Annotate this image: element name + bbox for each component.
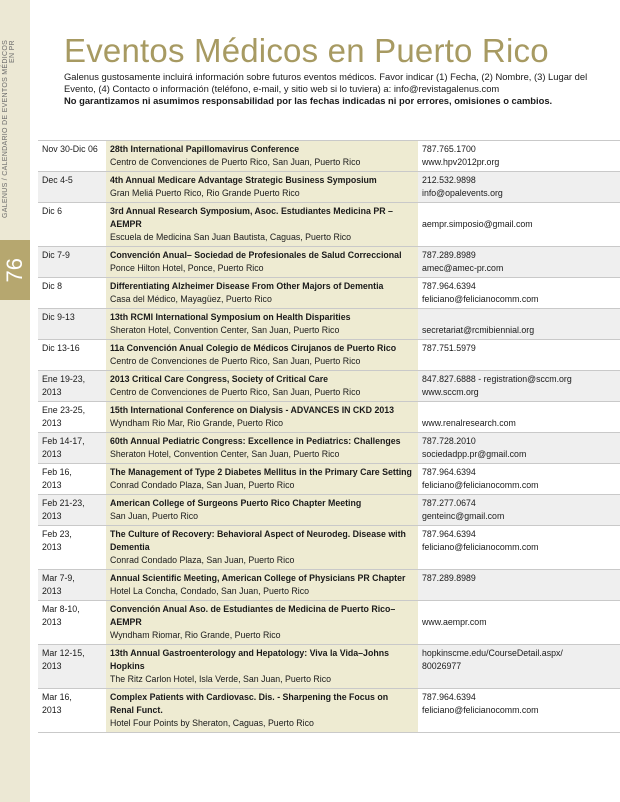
event-contact-line2: amec@amec-pr.com	[422, 263, 504, 273]
event-contact-line2: www.hpv2012pr.org	[422, 157, 500, 167]
event-contact	[418, 141, 620, 171]
event-title: 3rd Annual Research Symposium, Asoc. Estudiantes Medicina PR –AEMPR	[110, 206, 393, 229]
event-contact-line1: 787.289.8989	[422, 573, 476, 583]
event-contact-line2: sociedadpp.pr@gmail.com	[422, 449, 527, 459]
event-title: Complex Patients with Cardiovasc. Dis. - Sharpening the Focus on Renal Funct.	[110, 692, 389, 715]
event-date-line1: Nov 30-Dic 06	[42, 144, 98, 154]
event-venue: Hotel Four Points by Sheraton, Caguas, Puerto Rico	[110, 718, 314, 728]
event-contact-line2: aempr.simposio@gmail.com	[422, 219, 533, 229]
event-title: 4th Annual Medicare Advantage Strategic Business Symposium	[110, 175, 377, 185]
event-row	[38, 308, 620, 339]
event-details	[106, 278, 418, 308]
event-contact-line1: 787.751.5979	[422, 343, 476, 353]
event-details	[106, 203, 418, 246]
event-date	[38, 340, 106, 370]
event-title: 13th RCMI International Symposium on Health Disparities	[110, 312, 351, 322]
event-date	[38, 433, 106, 463]
event-contact	[418, 172, 620, 202]
event-date-line2	[42, 156, 102, 169]
event-contact-line1: 787.964.6394	[422, 529, 476, 539]
event-row	[38, 525, 620, 569]
event-contact	[418, 309, 620, 339]
event-details	[106, 526, 418, 569]
event-date	[38, 371, 106, 401]
event-date-line2: 2013	[42, 387, 62, 397]
event-date-line1: Dic 6	[42, 206, 63, 216]
event-date	[38, 526, 106, 569]
event-contact-line1: 787.765.1700	[422, 144, 476, 154]
side-strip	[0, 0, 30, 802]
event-row	[38, 370, 620, 401]
event-details	[106, 172, 418, 202]
event-contact-line1: 787.277.0674	[422, 498, 476, 508]
event-venue: Casa del Médico, Mayagüez, Puerto Rico	[110, 294, 272, 304]
event-title: Annual Scientific Meeting, American College of Physicians PR Chapter	[110, 573, 406, 583]
event-venue: Sheraton Hotel, Convention Center, San Juan, Puerto Rico	[110, 449, 340, 459]
event-title: Convención Anual Aso. de Estudiantes de Medicina de Puerto Rico–AEMPR	[110, 604, 396, 627]
event-venue: San Juan, Puerto Rico	[110, 511, 199, 521]
event-contact-line1	[422, 311, 616, 324]
event-row	[38, 432, 620, 463]
event-contact-line2: feliciano@felicianocomm.com	[422, 480, 539, 490]
event-details	[106, 433, 418, 463]
event-date-line2	[42, 293, 102, 306]
event-row	[38, 688, 620, 733]
event-details	[106, 141, 418, 171]
event-title: 11a Convención Anual Colegio de Médicos Cirujanos de Puerto Rico	[110, 343, 397, 353]
event-venue: The Ritz Carlon Hotel, Isla Verde, San Juan, Puerto Rico	[110, 674, 332, 684]
event-contact-line2: www.renalresearch.com	[422, 418, 516, 428]
event-contact	[418, 371, 620, 401]
event-title: The Culture of Recovery: Behavioral Aspect of Neurodeg. Disease with Dementia	[110, 529, 406, 552]
event-contact-line2	[422, 585, 616, 598]
event-venue: Sheraton Hotel, Convention Center, San Juan, Puerto Rico	[110, 325, 340, 335]
event-contact	[418, 402, 620, 432]
event-venue: Wyndham Riomar, Rio Grande, Puerto Rico	[110, 630, 281, 640]
event-date-line1: Mar 7-9,	[42, 573, 75, 583]
event-date	[38, 689, 106, 732]
event-row	[38, 644, 620, 688]
page-number: 76	[2, 257, 27, 283]
event-contact-line1	[422, 603, 616, 616]
event-contact	[418, 278, 620, 308]
event-date-line1: Ene 23-25,	[42, 405, 86, 415]
event-date-line2	[42, 262, 102, 275]
event-row	[38, 202, 620, 246]
event-venue: Centro de Convenciones de Puerto Rico, San Juan, Puerto Rico	[110, 387, 361, 397]
event-date-line1: Feb 14-17,	[42, 436, 85, 446]
event-date-line2	[42, 187, 102, 200]
event-date-line2: 2013	[42, 418, 62, 428]
event-title: 15th International Conference on Dialysis - ADVANCES IN CKD 2013	[110, 405, 395, 415]
event-contact-line2: www.aempr.com	[422, 617, 487, 627]
event-contact	[418, 526, 620, 569]
event-contact	[418, 433, 620, 463]
event-date-line1: Ene 19-23,	[42, 374, 86, 384]
event-row	[38, 494, 620, 525]
running-header: GALENUS / CALENDARIO DE EVENTOS MÉDICOS EN PR	[2, 40, 16, 219]
event-date-line2	[42, 355, 102, 368]
event-row	[38, 463, 620, 494]
event-contact-line1: hopkinscme.edu/CourseDetail.aspx/	[422, 648, 563, 658]
event-contact	[418, 247, 620, 277]
event-date-line1: Feb 16,	[42, 467, 72, 477]
event-contact-line1	[422, 404, 616, 417]
event-venue: Conrad Condado Plaza, San Juan, Puerto Rico	[110, 555, 295, 565]
event-date	[38, 645, 106, 688]
event-contact	[418, 203, 620, 246]
event-date	[38, 570, 106, 600]
event-date-line1: Dic 13-16	[42, 343, 80, 353]
event-date-line2	[42, 324, 102, 337]
event-details	[106, 464, 418, 494]
event-venue: Centro de Convenciones de Puerto Rico, San Juan, Puerto Rico	[110, 157, 361, 167]
event-row	[38, 401, 620, 432]
event-title: Convención Anual– Sociedad de Profesionales de Salud Correccional	[110, 250, 402, 260]
event-venue: Escuela de Medicina San Juan Bautista, Caguas, Puerto Rico	[110, 232, 352, 242]
event-date-line2: 2013	[42, 449, 62, 459]
event-details	[106, 309, 418, 339]
event-date-line2: 2013	[42, 511, 62, 521]
event-contact-line2: www.sccm.org	[422, 387, 479, 397]
event-date-line2: 2013	[42, 586, 62, 596]
event-contact-line2: feliciano@felicianocomm.com	[422, 294, 539, 304]
event-contact-line1: 787.289.8989	[422, 250, 476, 260]
event-row	[38, 140, 620, 171]
event-date-line1: Mar 12-15,	[42, 648, 85, 658]
event-details	[106, 247, 418, 277]
event-date-line2: 2013	[42, 705, 62, 715]
event-contact	[418, 495, 620, 525]
event-venue: Ponce Hilton Hotel, Ponce, Puerto Rico	[110, 263, 264, 273]
event-date-line1: Dic 7-9	[42, 250, 70, 260]
event-row	[38, 600, 620, 644]
event-date	[38, 464, 106, 494]
event-date-line2: 2013	[42, 661, 62, 671]
event-title: 60th Annual Pediatric Congress: Excellence in Pediatrics: Challenges	[110, 436, 401, 446]
event-contact	[418, 340, 620, 370]
event-date-line1: Dic 8	[42, 281, 63, 291]
event-date	[38, 402, 106, 432]
event-venue: Wyndham Rio Mar, Rio Grande, Puerto Rico	[110, 418, 283, 428]
event-contact-line1: 787.964.6394	[422, 281, 476, 291]
event-details	[106, 570, 418, 600]
event-contact-line1: 787.964.6394	[422, 467, 476, 477]
event-contact-line1: 787.964.6394	[422, 692, 476, 702]
event-date	[38, 247, 106, 277]
intro-paragraph: Galenus gustosamente incluirá información sobre futuros eventos médicos. Favor indicar (1) Fecha, (2) Nombre, (3) Lugar del Evento, (4) Contacto o información (teléfono, e-mail, y sitio web si lo tuviera) a: info@revistagalenus.com	[64, 71, 588, 94]
event-title: 2013 Critical Care Congress, Society of Critical Care	[110, 374, 329, 384]
page-title: Eventos Médicos en Puerto Rico	[64, 32, 549, 69]
intro-text	[64, 71, 609, 107]
events-table	[38, 140, 620, 733]
event-venue: Centro de Convenciones de Puerto Rico, San Juan, Puerto Rico	[110, 356, 361, 366]
event-date-line2: 2013	[42, 542, 62, 552]
event-contact-line2: info@opalevents.org	[422, 188, 503, 198]
event-row	[38, 171, 620, 202]
event-title: American College of Surgeons Puerto Rico Chapter Meeting	[110, 498, 362, 508]
event-title: 13th Annual Gastroenterology and Hepatology: Viva la Vida–Johns Hopkins	[110, 648, 389, 671]
page-number-box	[0, 240, 30, 300]
event-details	[106, 340, 418, 370]
event-date-line1: Mar 8-10,	[42, 604, 80, 614]
event-date-line2	[42, 218, 102, 231]
event-contact	[418, 464, 620, 494]
event-date-line1: Feb 21-23,	[42, 498, 85, 508]
event-title: The Management of Type 2 Diabetes Mellitus in the Primary Care Setting	[110, 467, 412, 477]
event-contact-line1: 787.728.2010	[422, 436, 476, 446]
event-title: 28th International Papillomavirus Conference	[110, 144, 300, 154]
event-details	[106, 601, 418, 644]
event-contact-line2: feliciano@felicianocomm.com	[422, 542, 539, 552]
event-row	[38, 277, 620, 308]
event-date	[38, 309, 106, 339]
event-title: Differentiating Alzheimer Disease From Other Majors of Dementia	[110, 281, 384, 291]
event-date	[38, 278, 106, 308]
event-row	[38, 246, 620, 277]
event-contact-line2: genteinc@gmail.com	[422, 511, 505, 521]
event-venue: Conrad Condado Plaza, San Juan, Puerto Rico	[110, 480, 295, 490]
event-row	[38, 569, 620, 600]
event-date	[38, 495, 106, 525]
event-row	[38, 339, 620, 370]
event-contact-line2: secretariat@rcmibiennial.org	[422, 325, 535, 335]
event-date-line1: Dic 9-13	[42, 312, 75, 322]
event-date-line1: Dec 4-5	[42, 175, 73, 185]
event-contact-line2: feliciano@felicianocomm.com	[422, 705, 539, 715]
event-date-line1: Feb 23,	[42, 529, 72, 539]
event-contact-line1: 847.827.6888 - registration@sccm.org	[422, 374, 572, 384]
event-details	[106, 495, 418, 525]
event-venue: Gran Meliá Puerto Rico, Rio Grande Puerto Rico	[110, 188, 300, 198]
event-contact-line1	[422, 205, 616, 218]
event-contact-line2	[422, 355, 616, 368]
event-date	[38, 141, 106, 171]
event-details	[106, 371, 418, 401]
disclaimer: No garantizamos ni asumimos responsabilidad por las fechas indicadas ni por errores, omisiones o cambios.	[64, 95, 553, 106]
event-date-line1: Mar 16,	[42, 692, 72, 702]
event-details	[106, 645, 418, 688]
event-date	[38, 172, 106, 202]
event-contact	[418, 601, 620, 644]
event-contact	[418, 570, 620, 600]
event-date-line2: 2013	[42, 480, 62, 490]
event-contact	[418, 645, 620, 688]
event-venue: Hotel La Concha, Condado, San Juan, Puerto Rico	[110, 586, 310, 596]
event-contact-line1: 212.532.9898	[422, 175, 476, 185]
event-contact	[418, 689, 620, 732]
event-date-line2: 2013	[42, 617, 62, 627]
event-details	[106, 402, 418, 432]
event-date	[38, 601, 106, 644]
event-details	[106, 689, 418, 732]
event-date	[38, 203, 106, 246]
event-contact-line2: 80026977	[422, 661, 462, 671]
